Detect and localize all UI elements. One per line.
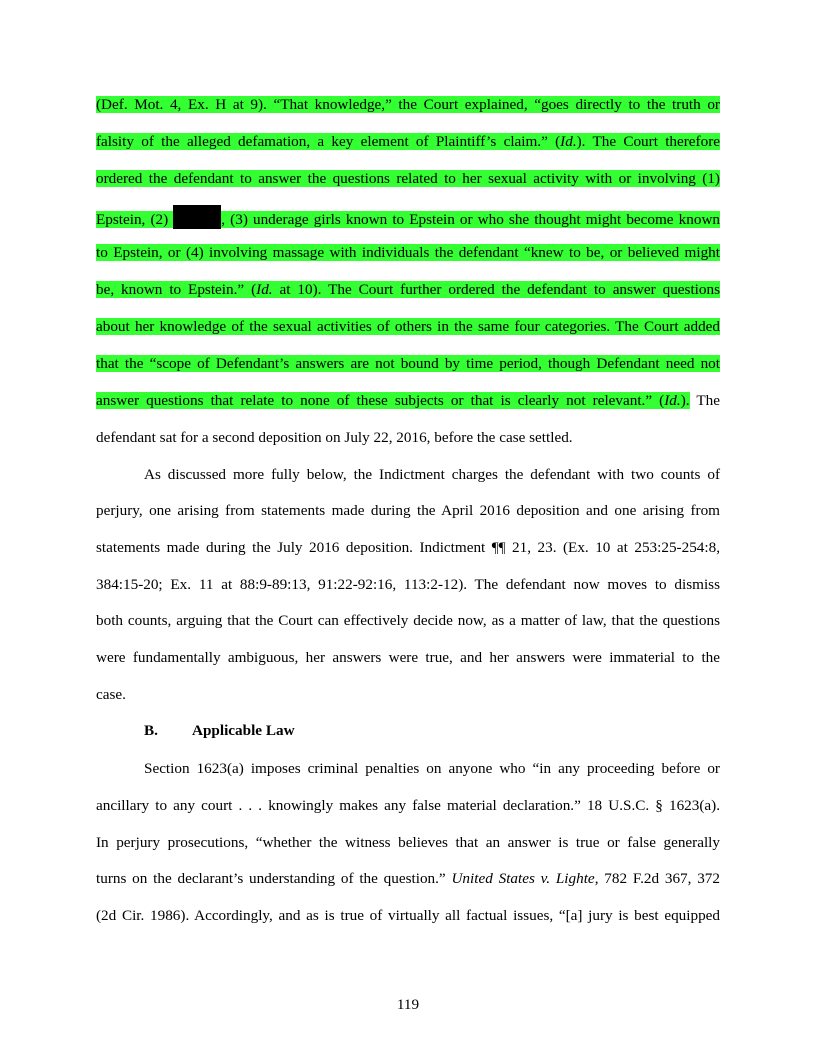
highlighted-text: about her knowledge of the sexual activities of others in the same four categories. The Court added xyxy=(96,318,720,335)
text-line xyxy=(96,168,720,190)
text-line: were fundamentally ambiguous, her answers were true, and her answers were immaterial to the xyxy=(96,649,720,666)
id-citation: Id. xyxy=(256,281,273,298)
text-line: 384:15-20; Ex. 11 at 88:9-89:13, 91:22-92:16, 113:2-12). The defendant now moves to dismiss xyxy=(96,576,720,593)
page-number: 119 xyxy=(396,996,420,1013)
plain-text: defendant sat for a second deposition on July 22, 2016, before the case settled. xyxy=(96,429,573,446)
text-line xyxy=(96,205,720,227)
highlighted-text: to Epstein, or (4) involving massage with individuals the defendant “knew to be, or believed might xyxy=(96,244,720,261)
text-line: both counts, arguing that the Court can effectively decide now, as a matter of law, that the questions xyxy=(96,612,720,629)
redaction-box xyxy=(173,205,221,229)
text-line xyxy=(96,279,720,301)
highlighted-text: answer questions that relate to none of these subjects or that is clearly not relevant.” (Id.). xyxy=(96,392,690,409)
text-line xyxy=(96,316,720,338)
text-line: In perjury prosecutions, “whether the witness believes that an answer is true or false generally xyxy=(96,834,720,851)
text-line: (2d Cir. 1986). Accordingly, and as is true of virtually all factual issues, “[a] jury is best equipped xyxy=(96,907,720,924)
text-line: case. xyxy=(96,686,126,703)
plain-text: The xyxy=(689,392,720,409)
text-line xyxy=(96,242,720,264)
text-line xyxy=(96,427,720,449)
text-line: perjury, one arising from statements made during the April 2016 deposition and one arising from xyxy=(96,502,720,519)
section-number: B. xyxy=(144,722,158,739)
text-line: statements made during the July 2016 deposition. Indictment ¶¶ 21, 23. (Ex. 10 at 253:25-254:8, xyxy=(96,539,720,556)
id-citation: Id. xyxy=(664,392,681,409)
text-line: ancillary to any court . . . knowingly makes any false material declaration.” 18 U.S.C. § 1623(a). xyxy=(96,797,720,814)
section-title: Applicable Law xyxy=(192,722,295,739)
text-line: turns on the declarant’s understanding of the question.” United States v. Lighte, 782 F.2d 367, 372 xyxy=(96,870,720,887)
case-citation: United States v. Lighte xyxy=(451,870,595,887)
highlighted-text: be, known to Epstein.” (Id. at 10). The Court further ordered the defendant to answer questions xyxy=(96,281,720,298)
highlighted-text: ordered the defendant to answer the questions related to her sexual activity with or involving (1) xyxy=(96,170,720,187)
highlighted-text: falsity of the alleged defamation, a key element of Plaintiff’s claim.” (Id.). The Court therefore xyxy=(96,133,720,150)
text-line: Section 1623(a) imposes criminal penalties on anyone who “in any proceeding before or xyxy=(144,760,720,777)
text-line xyxy=(96,131,720,153)
text-line xyxy=(96,353,720,375)
section-heading xyxy=(144,720,295,742)
highlighted-text: (Def. Mot. 4, Ex. H at 9). “That knowledge,” the Court explained, “goes directly to the truth or xyxy=(96,96,720,113)
text-line xyxy=(96,390,720,412)
text-line xyxy=(96,94,720,116)
text-line: As discussed more fully below, the Indictment charges the defendant with two counts of xyxy=(144,466,720,483)
highlighted-text: Epstein, (2) , (3) underage girls known to Epstein or who she thought might become known xyxy=(96,211,720,228)
highlighted-text: that the “scope of Defendant’s answers are not bound by time period, though Defendant need not xyxy=(96,355,720,372)
id-citation: Id. xyxy=(560,133,577,150)
